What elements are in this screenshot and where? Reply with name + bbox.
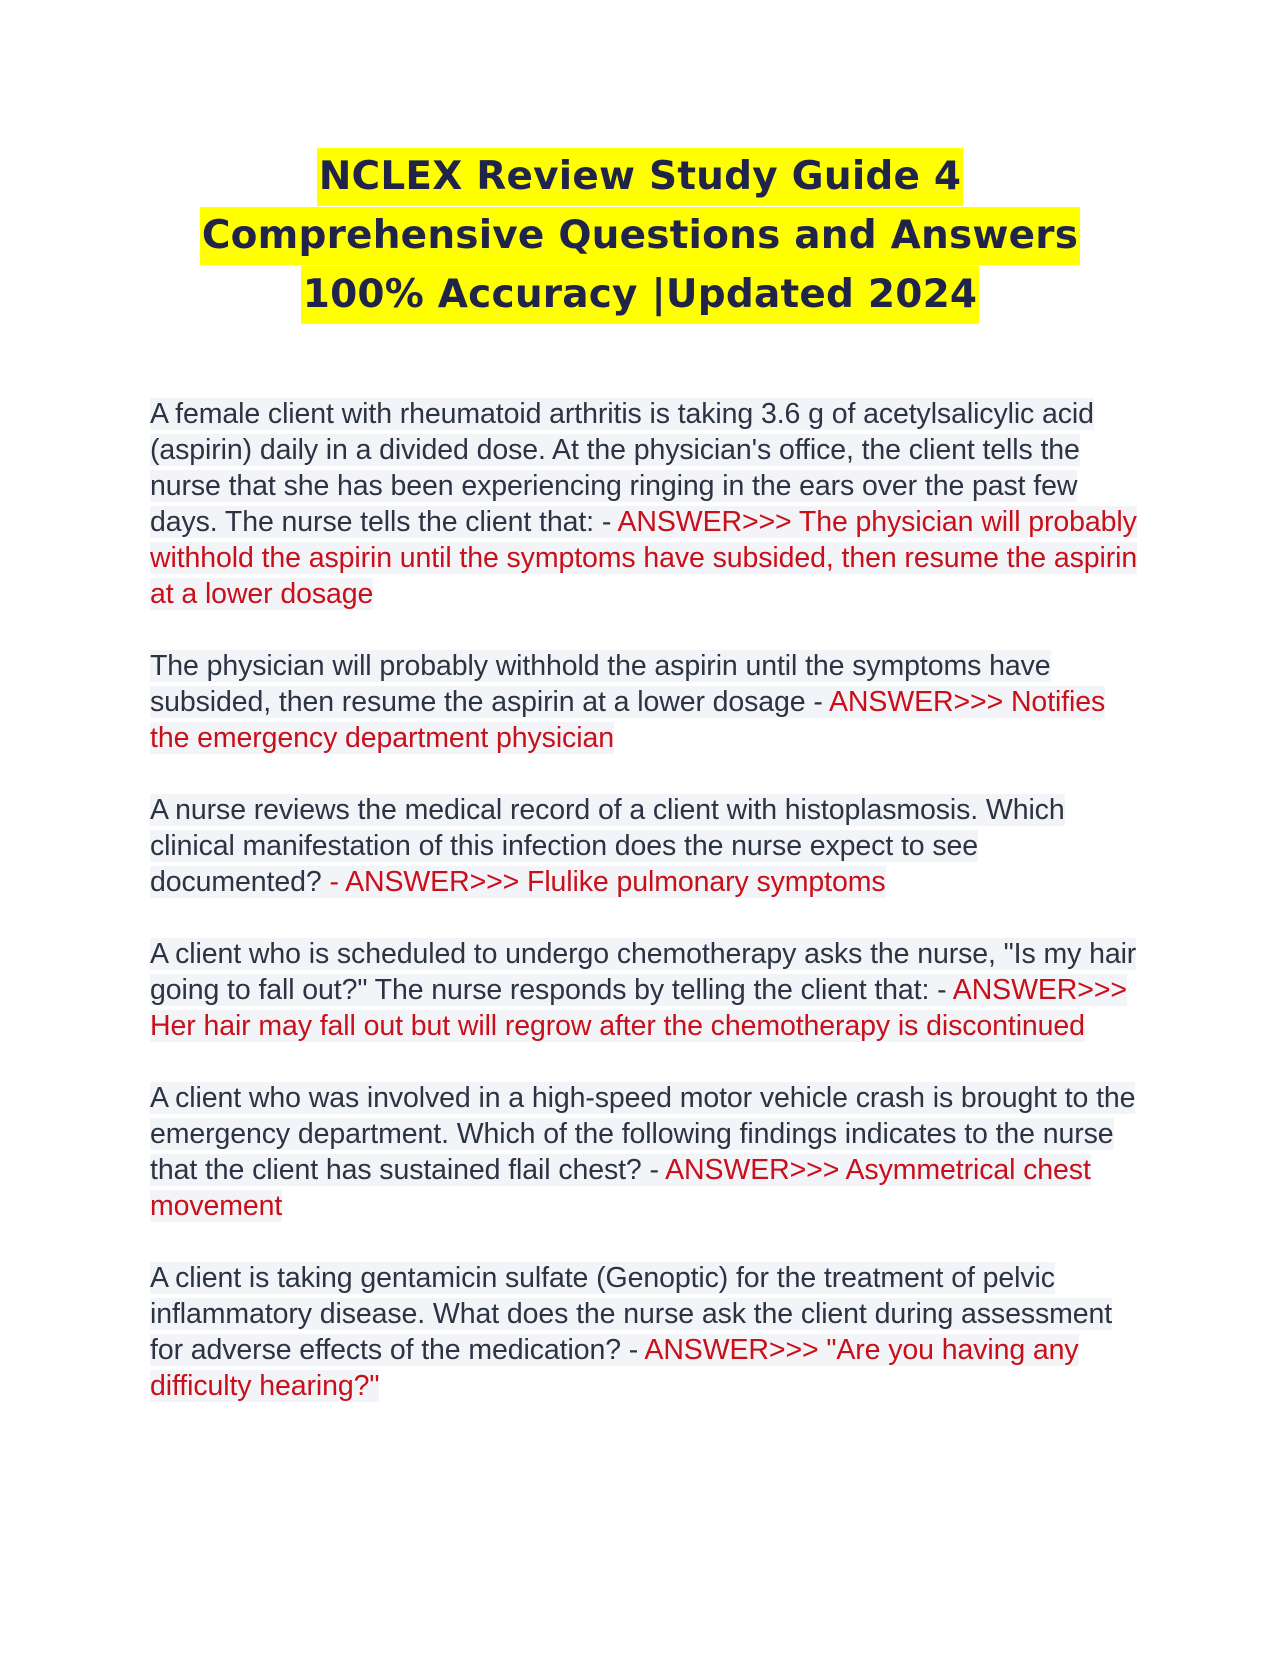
page-title	[0, 148, 1280, 325]
qa-list	[150, 396, 1150, 1440]
answer-text: ANSWER>>> The physician will probably withhold the aspirin until the symptoms have subsided, then resume the aspirin at a lower dosage	[150, 506, 1138, 610]
title-line-1: NCLEX Review Study Guide 4	[317, 148, 964, 206]
question-text: A client who is scheduled to undergo chemotherapy asks the nurse, "Is my hair going to fall out?" The nurse responds by telling the client that: -	[150, 938, 1137, 1006]
answer-text: ANSWER>>> Her hair may fall out but will regrow after the chemotherapy is discontinued	[150, 974, 1127, 1042]
answer-text: ANSWER>>> Asymmetrical chest movement	[150, 1154, 1091, 1222]
qa-item-4	[150, 936, 1150, 1044]
answer-text: - ANSWER>>> Flulike pulmonary symptoms	[329, 866, 886, 898]
qa-item-1	[150, 396, 1150, 612]
question-text: A female client with rheumatoid arthritis is taking 3.6 g of acetylsalicylic acid (aspirin) daily in a divided dose. At the physician's office, the client tells the nurse that she has been experiencing ringing in the ears over the past few days. The nurse tells the client that: -	[150, 398, 1094, 538]
title-line-3: 100% Accuracy |Updated 2024	[301, 266, 980, 324]
answer-text: ANSWER>>> "Are you having any difficulty hearing?"	[150, 1334, 1079, 1402]
qa-item-5	[150, 1080, 1150, 1224]
title-line-2: Comprehensive Questions and Answers	[200, 207, 1080, 265]
answer-text: ANSWER>>> Notifies the emergency department physician	[150, 686, 1106, 754]
question-text: A client who was involved in a high-speed motor vehicle crash is brought to the emergency department. Which of the following findings indicates to the nurse that the client has sustained flail chest? -	[150, 1082, 1136, 1186]
question-text: A client is taking gentamicin sulfate (Genoptic) for the treatment of pelvic inflammatory disease. What does the nurse ask the client during assessment for adverse effects of the medication? -	[150, 1262, 1113, 1366]
qa-item-3	[150, 792, 1150, 900]
question-text: The physician will probably withhold the aspirin until the symptoms have subsided, then resume the aspirin at a lower dosage -	[150, 650, 1051, 718]
qa-item-2	[150, 648, 1150, 756]
question-text: A nurse reviews the medical record of a client with histoplasmosis. Which clinical manifestation of this infection does the nurse expect to see documented?	[150, 794, 1065, 898]
qa-item-6	[150, 1260, 1150, 1404]
